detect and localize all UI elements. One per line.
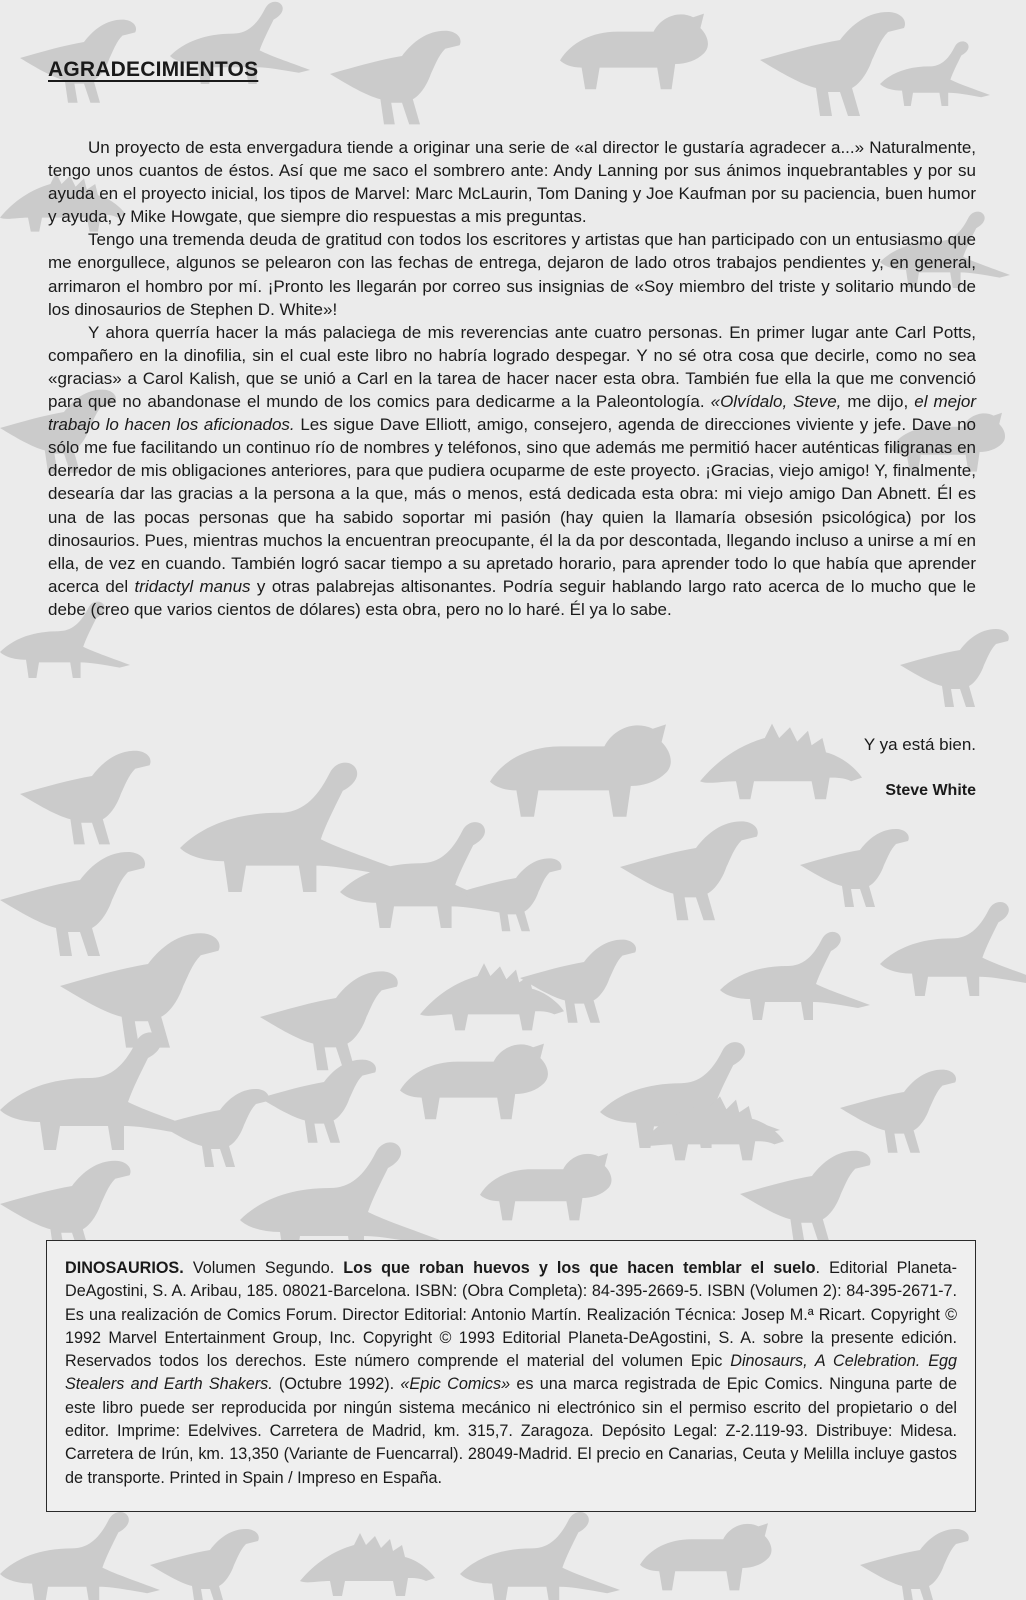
sign-off: Y ya está bien. — [863, 735, 976, 754]
text-segment: el mejor trabajo lo hacen los aficionados. — [48, 392, 977, 435]
text-segment: Volumen Segundo. — [183, 1259, 344, 1277]
text-segment: me dijo, — [841, 392, 915, 412]
text-segment: «Epic Comics» — [400, 1375, 511, 1394]
acknowledgments-body — [48, 136, 976, 621]
text-segment: Les sigue Dave Elliott, amigo, consejero, agenda de direcciones viviente y jefe. Dave no sólo me fue facilitando un continuo río de nombres y teléfonos, sino que además me permitió hacer auténticas filigranas en derredor de mis obligaciones anteriores, para que pudiera ocuparme de este proyecto. ¡Gracias, viejo amigo! Y, finalmente, desearía dar las gracias a la persona a la que, más o menos, está dedicada esta obra: mi viejo amigo Dan Abnett. Él es una de las pocas personas que ha sabido soportar mi pasión (hay quien la llamaría obsesión psicológica) por los dinosaurios. Pues, mientras muchos la encuentran preocupante, él la da por descontada, llegando incluso a unirse a mí en ella, de vez en cuando. También logró sacar tiempo a su apretado horario, para aprender todo lo que había que aprender acerca del — [48, 415, 976, 596]
paragraph — [48, 321, 976, 621]
text-segment: (Octubre 1992). — [272, 1375, 401, 1394]
page-title: AGRADECIMIENTOS — [48, 58, 259, 81]
paragraph — [48, 228, 976, 320]
text-segment: Un proyecto de esta envergadura tiende a originar una serie de «al director le gustaría agradecer a...» Naturalmente, tengo unos cuantos de éstos. Así que me saco el sombrero ante: Andy Lanning por sus ánimos inquebrantables y por su ayuda en el proyecto inicial, los tipos de Marvel: Marc McLaurin, Tom Daning y Joe Kaufman por su paciencia, buen humor y ayuda, y Mike Howgate, que siempre dio respuestas a mis preguntas. — [48, 138, 976, 227]
text-segment: DINOSAURIOS. — [65, 1259, 184, 1277]
text-segment: tridactyl manus — [134, 576, 251, 596]
paragraph — [48, 136, 976, 228]
credits-box — [46, 1240, 976, 1512]
text-segment: «Olvídalo, Steve, — [710, 392, 842, 412]
author-signature: Steve White — [885, 782, 976, 799]
text-segment: Tengo una tremenda deuda de gratitud con todos los escritores y artistas que han participado con un entusiasmo que me enorgullece, algunos se pelearon con las fechas de entrega, dejaron de lado otros trabajos pendientes y, en general, arrimaron el hombro por mí. ¡Pronto les llegarán por correo sus insignias de «Soy miembro del triste y solitario mundo de los dinosaurios de Stephen D. White»! — [48, 230, 976, 319]
text-segment: y otras palabrejas altisonantes. Podría seguir hablando largo rato acerca de lo mucho que le debe (creo que varios cientos de dólares) esta obra, pero no lo haré. Él ya lo sabe. — [48, 576, 976, 619]
text-segment: . Editorial Planeta-DeAgostini, S. A. Aribau, 185. 08021-Barcelona. ISBN: (Obra Completa): 84-395-2669-5. ISBN (Volumen 2): 84-395-2671-7. Es una realización de Comics Forum. Director Editorial: Antonio Martín. Realización Técnica: Josep M.ª Ricart. Copyright © 1992 Marvel Entertainment Group, Inc. Copyright © 1993 Editorial Planeta-DeAgostini, S. A. sobre la presente edición. Reservados todos los derechos. Este número comprende el material del volumen Epic — [65, 1259, 957, 1371]
text-segment: es una marca registrada de Epic Comics. Ninguna parte de este libro puede ser reproducida por ningún sistema mecánico ni electrónico sin el permiso escrito del propietario o del editor. Imprime: Edelvives. Carretera de Madrid, km. 315,7. Zaragoza. Depósito Legal: Z-2.119-93. Distribuye: Midesa. Carretera de Irún, km. 13,350 (Variante de Fuencarral). 28049-Madrid. El precio en Canarias, Ceuta y Melilla incluye gastos de transporte. Printed in Spain / Impreso en España. — [65, 1375, 957, 1487]
text-segment: Dinosaurs, A Celebration. Egg Stealers and Earth Shakers. — [65, 1352, 957, 1394]
text-segment: Y ahora querría hacer la más palaciega de mis reverencias ante cuatro personas. En primer lugar ante Carl Potts, compañero en la dinofilia, sin el cual este libro no habría logrado despegar. Y no sé otra cosa que decirle, como no sea «gracias» a Carol Kalish, que se unió a Carl en la tarea de hacer nacer esta obra. También fue ella la que me convenció para que no abandonase el mundo de los comics para dedicarme a la Paleontología. — [48, 322, 976, 412]
text-segment: Los que roban huevos y los que hacen temblar el suelo — [343, 1259, 816, 1277]
